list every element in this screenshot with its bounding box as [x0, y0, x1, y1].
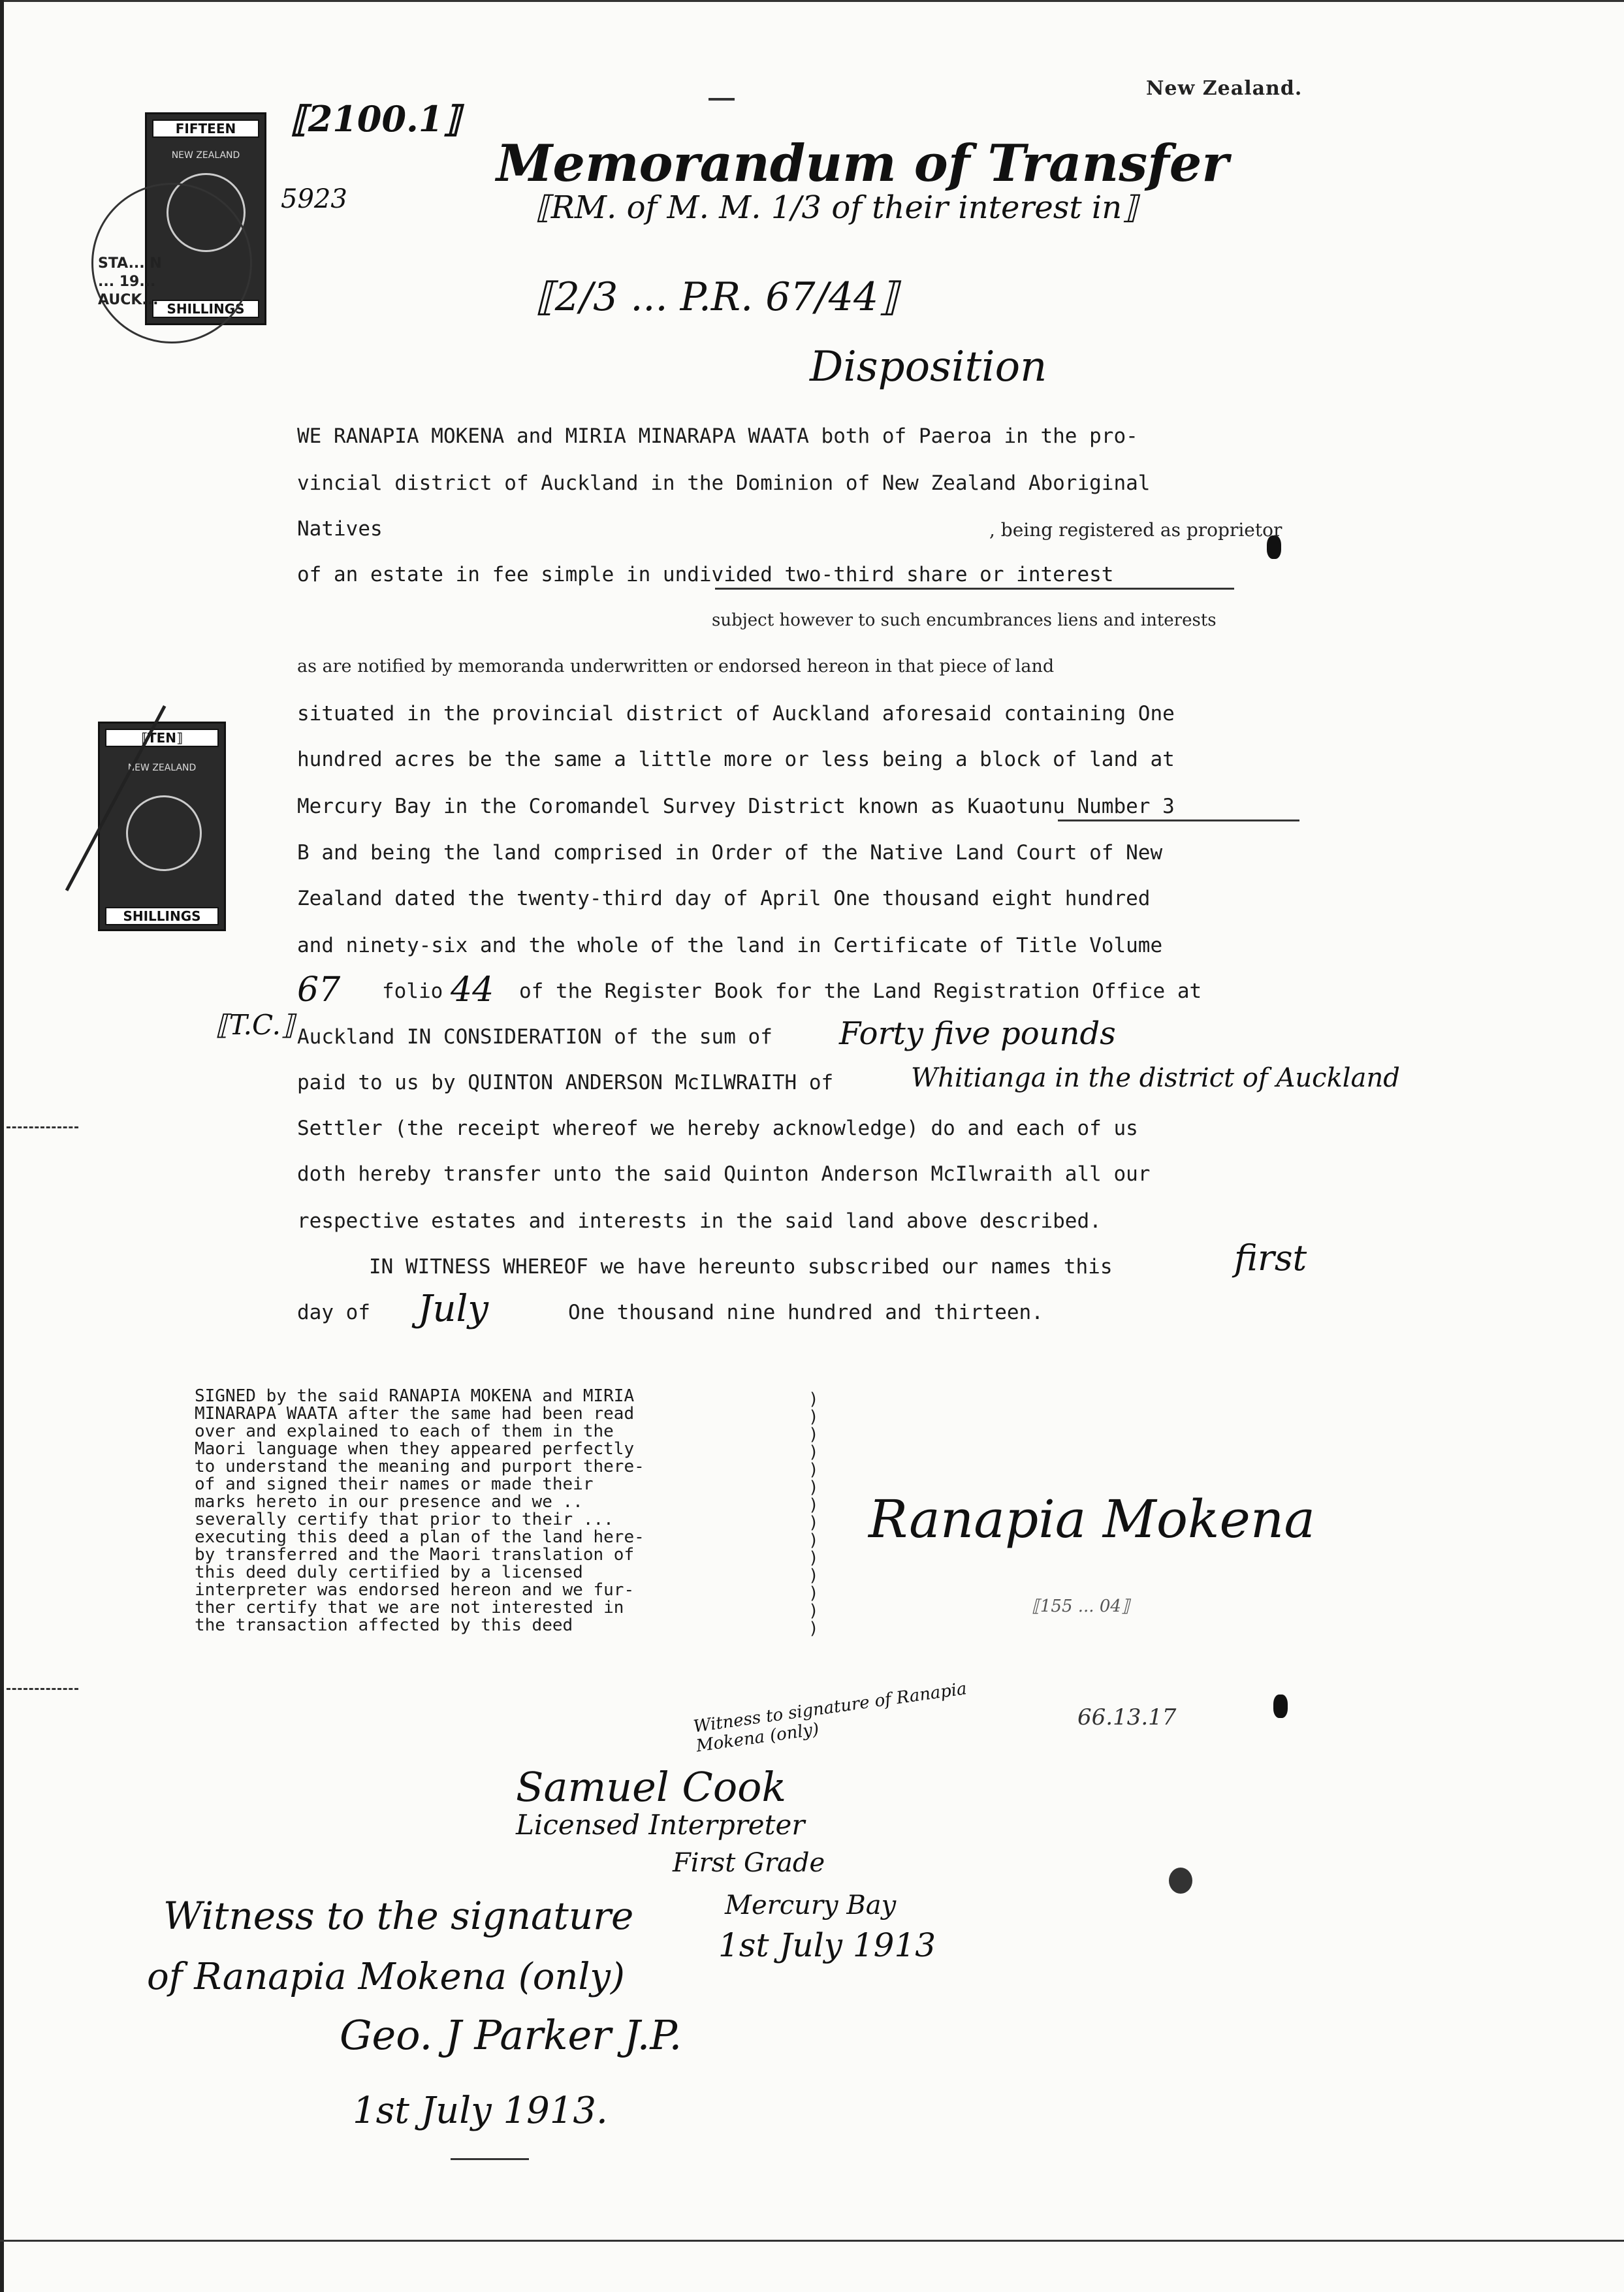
margin-initials: ⟦T.C.⟧ — [215, 1009, 295, 1041]
attestation-line: over and explained to each of them in the — [195, 1422, 614, 1441]
attestation-line: of and signed their names or made their — [195, 1474, 594, 1494]
witness1-heading: Witness to signature of Ranapia Mokena (only) — [692, 1679, 968, 1757]
stamp-side-inner: NEW ZEALAND — [127, 763, 197, 773]
attestation-line: this deed duly certified by a licensed — [195, 1563, 583, 1582]
bottom-rule — [0, 2240, 1624, 2242]
stamp-number: 5923 — [281, 184, 347, 214]
revenue-stamp-ten — [98, 722, 226, 931]
bracket-column: ) ) ) ) ) ) ) ) ) ) ) ) ) ) — [808, 1390, 819, 1638]
day-fill: first — [1234, 1237, 1307, 1279]
witness1-title: Licensed Interpreter — [516, 1809, 805, 1841]
attestation-line: the transaction affected by this deed — [195, 1616, 573, 1635]
reference-1: ⟦155 ... 04⟧ — [1032, 1597, 1130, 1616]
share-underline — [715, 588, 1234, 590]
month-fill: July — [418, 1288, 489, 1330]
body-line-4: of an estate in fee simple in undivided two-third share or interest — [297, 563, 1114, 586]
stamp-top-label: FIFTEEN — [152, 119, 259, 138]
attestation-line: to understand the meaning and purport there- — [195, 1457, 645, 1476]
attestation-line: SIGNED by the said RANAPIA MOKENA and MIRIA — [195, 1386, 635, 1406]
attestation-line: interpreter was endorsed hereon and we fur- — [195, 1580, 635, 1600]
stamp-side-label: ⟦TEN⟧ — [105, 729, 219, 747]
body-line-1: WE RANAPIA MOKENA and MIRIA MINARAPA WAATA both of Paeroa in the pro- — [297, 424, 1138, 448]
witness-phrase: IN WITNESS WHEREOF we have hereunto subscribed our names this — [369, 1255, 1113, 1279]
body-line-9: B and being the land comprised in Order of the Native Land Court of New — [297, 841, 1163, 865]
register-phrase: of the Register Book for the Land Registration Office at — [519, 979, 1202, 1003]
body-line-16: Settler (the receipt whereof we hereby acknowledge) do and each of us — [297, 1117, 1138, 1140]
body-line-10: Zealand dated the twenty-third day of April One thousand eight hundred — [297, 887, 1151, 910]
body-line-11: and ninety-six and the whole of the land in Certificate of Title Volume — [297, 934, 1163, 957]
witness1-name: Samuel Cook — [516, 1763, 787, 1811]
consideration-phrase: Auckland IN CONSIDERATION of the sum of — [297, 1025, 772, 1049]
body-line-8: Mercury Bay in the Coromandel Survey District known as Kuaotunu Number 3 — [297, 795, 1175, 818]
stamp-bottom-label: SHILLINGS — [152, 300, 259, 318]
reference-2: 66.13.17 — [1077, 1704, 1177, 1730]
annotation-rm: ⟦RM. of M. M. 1/3 of their interest in⟧ — [535, 189, 1138, 226]
body-line-18: respective estates and interests in the said land above described. — [297, 1209, 1102, 1233]
year-phrase: One thousand nine hundred and thirteen. — [568, 1301, 1043, 1324]
witness1-place: Mercury Bay — [725, 1890, 897, 1920]
day-of-label: day of — [297, 1301, 370, 1324]
body-line-7: hundred acres be the same a little more or less being a block of land at — [297, 748, 1175, 771]
witness2-sub: of Ranapia Mokena (only) — [147, 1956, 625, 1998]
document-title: Memorandum of Transfer — [496, 134, 1229, 193]
body-line-17: doth hereby transfer unto the said Quinton Anderson McIlwraith all our — [297, 1162, 1151, 1186]
attestation-line: MINARAPA WAATA after the same had been read — [195, 1404, 635, 1424]
kuaotunu-underline — [1058, 820, 1299, 821]
paid-to-phrase: paid to us by QUINTON ANDERSON McILWRAITH of — [297, 1071, 834, 1094]
residence: Whitianga in the district of Auckland — [911, 1063, 1400, 1093]
attestation-line: ther certify that we are not interested in — [195, 1598, 624, 1617]
sum-amount: Forty five pounds — [839, 1015, 1116, 1052]
witness2-name: Geo. J Parker J.P. — [340, 2011, 682, 2059]
stamp-side-bottom-label: SHILLINGS — [105, 907, 219, 925]
body-line-5: as are notified by memoranda underwritten or endorsed hereon in that piece of land — [297, 656, 1055, 676]
speck — [1273, 1695, 1288, 1718]
stamp-inner-text: NEW ZEALAND — [171, 150, 240, 161]
postmark-text: STA... N ... 19... AUCK... — [98, 255, 162, 308]
registered-phrase: , being registered as proprietor — [989, 519, 1282, 541]
attestation-clause — [195, 1388, 825, 1634]
speck — [1169, 1868, 1192, 1894]
country-label: New Zealand. — [1146, 77, 1303, 100]
annotation-pr: ⟦2/3 ... P.R. 67/44⟧ — [535, 274, 898, 320]
signature-ranapia: Ranapia Mokena — [868, 1489, 1316, 1550]
folio-label: folio — [382, 979, 443, 1003]
witness1-date: 1st July 1913 — [718, 1926, 936, 1964]
witness1-grade: First Grade — [673, 1848, 825, 1878]
witness2-date: 1st July 1913. — [353, 2090, 608, 2132]
speck — [7, 1126, 78, 1130]
attestation-line: severally certify that prior to their ... — [195, 1510, 614, 1529]
body-line-2: vincial district of Auckland in the Dominion of New Zealand Aboriginal — [297, 471, 1151, 495]
witness2-heading: Witness to the signature — [163, 1894, 634, 1938]
left-edge — [0, 0, 4, 2292]
volume-number: 67 — [297, 970, 341, 1010]
stamp-side-emblem — [126, 795, 202, 871]
top-rule — [0, 0, 1624, 2]
attestation-line: Maori language when they appeared perfectly — [195, 1439, 635, 1459]
annotation-disposition: Disposition — [810, 343, 1047, 391]
attestation-line: executing this deed a plan of the land here- — [195, 1527, 645, 1547]
date-underline — [451, 2158, 529, 2160]
speck — [7, 1688, 78, 1692]
body-line-6: situated in the provincial district of Auckland aforesaid containing One — [297, 702, 1175, 725]
subject-phrase: subject however to such encumbrances liens and interests — [712, 611, 1217, 630]
attestation-line: marks hereto in our presence and we .. — [195, 1492, 583, 1512]
top-handwritten-number: ⟦2100.1⟧ — [291, 98, 461, 140]
speck — [709, 98, 735, 101]
body-line-3: Natives — [297, 517, 383, 541]
folio-number: 44 — [451, 970, 494, 1010]
attestation-line: by transferred and the Maori translation of — [195, 1545, 635, 1565]
